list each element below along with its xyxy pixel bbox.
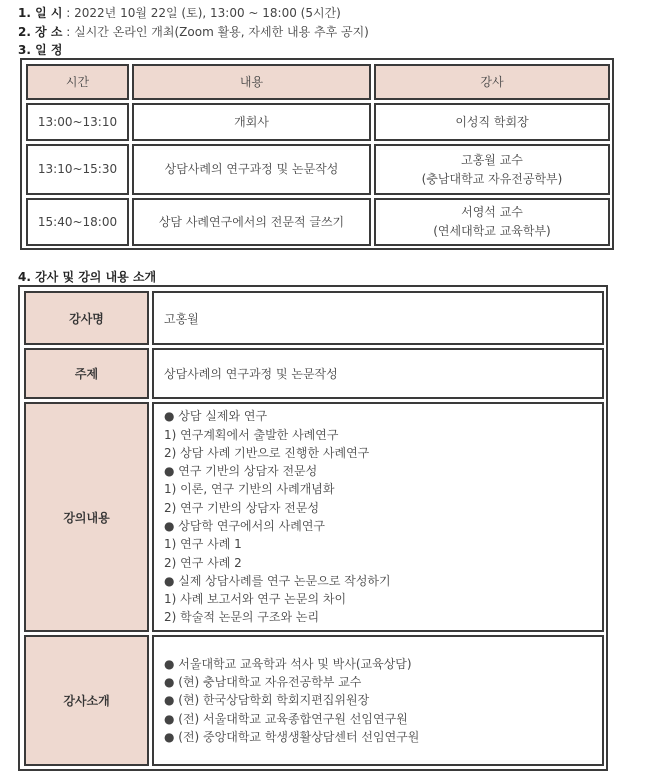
row1-speaker-name: 이성직 학회장 bbox=[455, 114, 529, 129]
row3-speaker-affil: (연세대학교 교육학부) bbox=[433, 224, 551, 238]
schedule-table bbox=[20, 58, 614, 250]
lecturer-title: 4. 강사 및 강의 내용 소개 bbox=[18, 270, 157, 284]
date-line bbox=[18, 4, 341, 21]
row2-speaker bbox=[374, 144, 610, 195]
row3-content: 상담 사례연구에서의 전문적 글쓰기 bbox=[132, 198, 371, 246]
row2-content: 상담사례의 연구과정 및 논문작성 bbox=[132, 144, 371, 195]
header-content: 내용 bbox=[132, 64, 371, 100]
row2-speaker-name: 고홍월 교수 bbox=[461, 152, 523, 167]
topic-label: 주제 bbox=[24, 348, 149, 399]
content-list bbox=[152, 402, 604, 632]
intro-label: 강사소개 bbox=[24, 635, 149, 766]
date-value: : 2022년 10월 22일 (토), 13:00 ~ 18:00 (5시간) bbox=[62, 6, 341, 20]
header-speaker: 강사 bbox=[374, 64, 610, 100]
content-item: 1) 연구 사례 1 bbox=[164, 537, 242, 552]
content-item: ● 상담학 연구에서의 사례연구 bbox=[164, 519, 326, 533]
intro-item: ● (현) 한국상담학회 학회지편집위원장 bbox=[164, 693, 370, 708]
header-time: 시간 bbox=[26, 64, 129, 100]
row1-speaker bbox=[374, 103, 610, 141]
content-item: 2) 상담 사례 기반으로 진행한 사례연구 bbox=[164, 445, 370, 460]
schedule-title: 3. 일 정 bbox=[18, 43, 63, 57]
content-item: 1) 연구계획에서 출발한 사례연구 bbox=[164, 427, 339, 442]
intro-item: ● 서울대학교 교육학과 석사 및 박사(교육상담) bbox=[164, 656, 412, 671]
intro-list bbox=[152, 635, 604, 766]
intro-item: ● (전) 서울대학교 교육종합연구원 선임연구원 bbox=[164, 711, 408, 726]
row3-speaker-name: 서영석 교수 bbox=[461, 205, 523, 220]
content-item: ● 상담 실제와 연구 bbox=[164, 409, 268, 424]
content-item: ● 연구 기반의 상담자 전문성 bbox=[164, 464, 318, 479]
content-label: 강의내용 bbox=[24, 402, 149, 632]
place-line bbox=[18, 23, 369, 40]
name-label: 강사명 bbox=[24, 291, 149, 345]
row1-time: 13:00~13:10 bbox=[26, 103, 129, 141]
content-item: 2) 연구 기반의 상담자 전문성 bbox=[164, 500, 320, 515]
lecturer-table bbox=[18, 285, 608, 771]
content-item: 1) 이론, 연구 기반의 사례개념화 bbox=[164, 482, 335, 497]
name-value: 고홍월 bbox=[152, 291, 604, 345]
row1-content: 개회사 bbox=[132, 103, 371, 141]
content-item: 2) 학술적 논문의 구조와 논리 bbox=[164, 610, 320, 625]
intro-item: ● (현) 충남대학교 자유전공학부 교수 bbox=[164, 675, 362, 690]
content-item: 2) 연구 사례 2 bbox=[164, 555, 242, 570]
place-label: 2. 장 소 bbox=[18, 25, 63, 39]
content-item: ● 실제 상담사례를 연구 논문으로 작성하기 bbox=[164, 573, 391, 588]
content-item: 1) 사례 보고서와 연구 논문의 차이 bbox=[164, 592, 347, 607]
row3-speaker bbox=[374, 198, 610, 246]
row2-speaker-affil: (충남대학교 자유전공학부) bbox=[421, 171, 563, 186]
intro-item: ● (전) 중앙대학교 학생생활상담센터 선임연구원 bbox=[164, 729, 420, 744]
topic-value: 상담사례의 연구과정 및 논문작성 bbox=[152, 348, 604, 399]
row2-time: 13:10~15:30 bbox=[26, 144, 129, 195]
place-value: : 실시간 온라인 개최(Zoom 활용, 자세한 내용 추후 공지) bbox=[62, 25, 369, 39]
date-label: 1. 일 시 bbox=[18, 6, 63, 20]
row3-time: 15:40~18:00 bbox=[26, 198, 129, 246]
